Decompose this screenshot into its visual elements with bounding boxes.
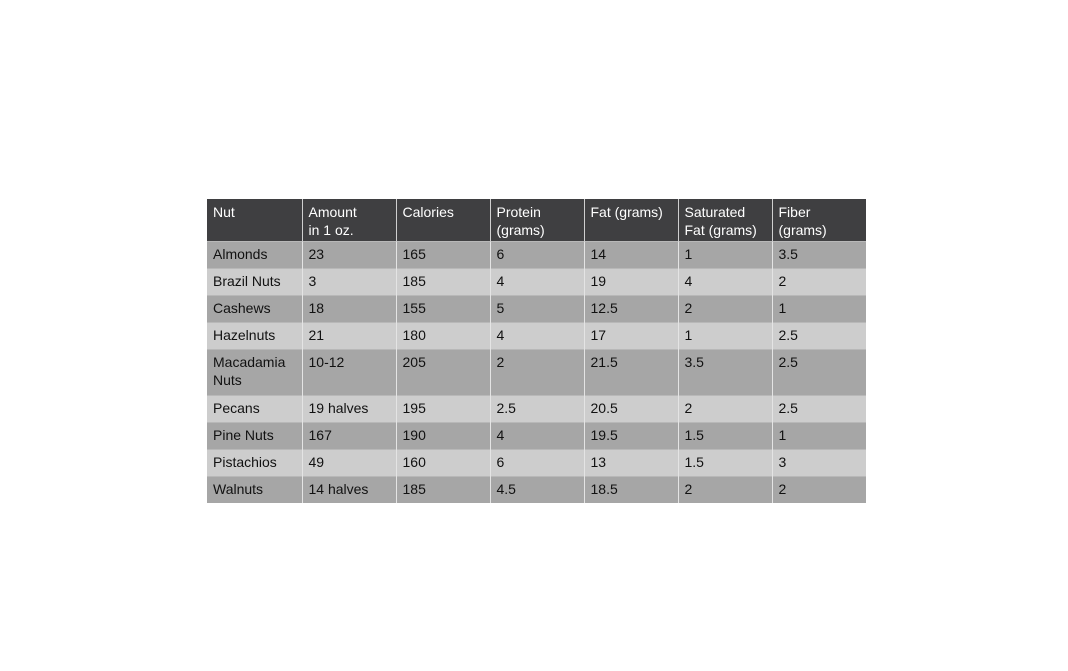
fat-cell: 18.5 [584, 477, 678, 504]
protein-cell: 4 [490, 323, 584, 350]
fiber-cell: 2.5 [772, 323, 866, 350]
fiber-cell: 3.5 [772, 242, 866, 269]
header-protein: Protein (grams) [490, 199, 584, 242]
calories-cell: 205 [396, 350, 490, 396]
fiber-cell: 1 [772, 296, 866, 323]
amount-cell: 18 [302, 296, 396, 323]
saturated-fat-cell: 1.5 [678, 450, 772, 477]
table-row [207, 423, 866, 450]
amount-cell: 49 [302, 450, 396, 477]
table-row [207, 350, 866, 396]
nut-name-cell: Walnuts [207, 477, 302, 504]
nut-name-cell: Pistachios [207, 450, 302, 477]
fiber-cell: 1 [772, 423, 866, 450]
amount-cell: 23 [302, 242, 396, 269]
protein-cell: 6 [490, 450, 584, 477]
protein-cell: 4 [490, 269, 584, 296]
table-row [207, 323, 866, 350]
header-nut: Nut [207, 199, 302, 242]
nut-name-cell: Macadamia Nuts [207, 350, 302, 396]
calories-cell: 185 [396, 477, 490, 504]
calories-cell: 160 [396, 450, 490, 477]
amount-cell: 167 [302, 423, 396, 450]
calories-cell: 180 [396, 323, 490, 350]
saturated-fat-cell: 2 [678, 477, 772, 504]
table-header-row [207, 199, 866, 242]
fat-cell: 21.5 [584, 350, 678, 396]
fat-cell: 12.5 [584, 296, 678, 323]
saturated-fat-cell: 1 [678, 242, 772, 269]
protein-cell: 4 [490, 423, 584, 450]
nut-name-cell: Almonds [207, 242, 302, 269]
fat-cell: 20.5 [584, 396, 678, 423]
nut-name-cell: Brazil Nuts [207, 269, 302, 296]
table-row [207, 396, 866, 423]
fiber-cell: 3 [772, 450, 866, 477]
calories-cell: 195 [396, 396, 490, 423]
amount-cell: 14 halves [302, 477, 396, 504]
fiber-cell: 2.5 [772, 350, 866, 396]
fat-cell: 19.5 [584, 423, 678, 450]
calories-cell: 190 [396, 423, 490, 450]
header-calories: Calories [396, 199, 490, 242]
nut-name-cell: Hazelnuts [207, 323, 302, 350]
fat-cell: 14 [584, 242, 678, 269]
nut-name-cell: Pecans [207, 396, 302, 423]
protein-cell: 4.5 [490, 477, 584, 504]
fiber-cell: 2.5 [772, 396, 866, 423]
saturated-fat-cell: 1 [678, 323, 772, 350]
saturated-fat-cell: 2 [678, 296, 772, 323]
protein-cell: 6 [490, 242, 584, 269]
saturated-fat-cell: 3.5 [678, 350, 772, 396]
header-fiber: Fiber (grams) [772, 199, 866, 242]
saturated-fat-cell: 1.5 [678, 423, 772, 450]
table-row [207, 477, 866, 504]
nut-name-cell: Cashews [207, 296, 302, 323]
saturated-fat-cell: 4 [678, 269, 772, 296]
calories-cell: 185 [396, 269, 490, 296]
protein-cell: 5 [490, 296, 584, 323]
amount-cell: 10-12 [302, 350, 396, 396]
header-fat: Fat (grams) [584, 199, 678, 242]
fiber-cell: 2 [772, 477, 866, 504]
header-amount: Amount in 1 oz. [302, 199, 396, 242]
fiber-cell: 2 [772, 269, 866, 296]
table-row [207, 296, 866, 323]
fat-cell: 13 [584, 450, 678, 477]
calories-cell: 165 [396, 242, 490, 269]
table-row [207, 242, 866, 269]
fat-cell: 19 [584, 269, 678, 296]
fat-cell: 17 [584, 323, 678, 350]
table-row [207, 269, 866, 296]
nut-nutrition-table [207, 199, 866, 503]
saturated-fat-cell: 2 [678, 396, 772, 423]
amount-cell: 3 [302, 269, 396, 296]
amount-cell: 21 [302, 323, 396, 350]
protein-cell: 2.5 [490, 396, 584, 423]
table-row [207, 450, 866, 477]
header-saturated-fat: Saturated Fat (grams) [678, 199, 772, 242]
nut-name-cell: Pine Nuts [207, 423, 302, 450]
calories-cell: 155 [396, 296, 490, 323]
amount-cell: 19 halves [302, 396, 396, 423]
protein-cell: 2 [490, 350, 584, 396]
